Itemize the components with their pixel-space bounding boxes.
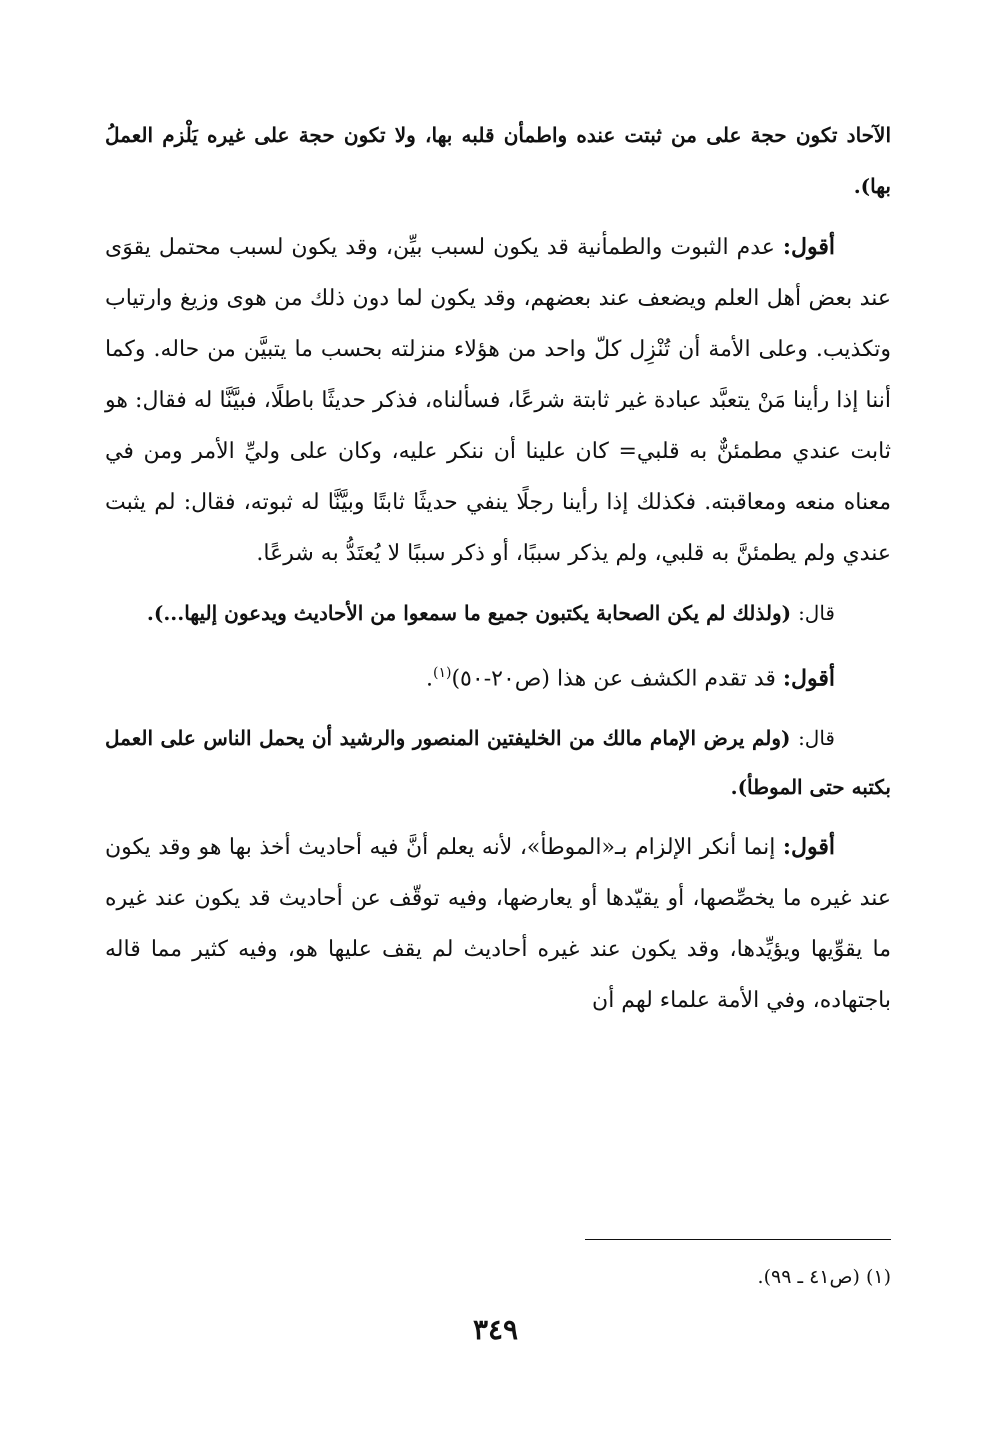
paragraph-text: قد تقدم الكشف عن هذا (ص٢٠-٥٠): [451, 666, 783, 692]
footnote-marker: (١): [865, 1266, 891, 1288]
paragraph-lead: أقول:: [782, 834, 835, 861]
paragraph-text: الآحاد تكون حجة على من ثبتت عنده واطمأن قلبه بها، ولا تكون حجة على غيره يَلْزم العملُ بها).: [105, 123, 891, 198]
paragraph-lead: قال:: [798, 601, 835, 625]
paragraph-lead: أقول:: [782, 665, 835, 692]
paragraph-reply: [105, 822, 891, 1026]
paragraph-lead: أقول:: [782, 234, 835, 260]
main-text: [105, 110, 891, 1036]
footnote-text: (ص٤١ ـ ٩٩).: [757, 1266, 860, 1288]
paragraph-quote: [105, 714, 891, 812]
footnote: [291, 1262, 891, 1292]
paragraph-text: عدم الثبوت والطمأنية قد يكون لسبب بيِّن، وقد يكون لسبب محتمل يقوَى عند بعض أهل العلم ويضعف عند بعضهم، وقد يكون لما دون ذلك من هوى وزيغ وارتياب وتكذيب. وعلى الأمة أن تُنْزِل كلّ واحد من هؤلاء منزلته بحسب ما يتبيَّن من حاله. وكما أننا إذا رأينا مَنْ يتعبَّد عبادة غير ثابتة شرعًا، فسألناه، فذكر حديثًا باطلًا، فبيَّنَّا له فقال: هو ثابت عندي مطمئنٌّ به قلبي= كان علينا أن ننكر عليه، وكان على وليِّ الأمر ومن في معناه منعه ومعاقبته. فكذلك إذا رأينا رجلًا ينفي حديثًا ثابتًا وبيَّنَّا له ثبوته، فقال: لم يثبت عندي ولم يطمئنَّ به قلبي، ولم يذكر سببًا، أو ذكر سببًا لا يُعتَدُّ به شرعًا.: [105, 235, 891, 566]
paragraph-lead: قال:: [798, 726, 835, 751]
paragraph-text: (ولذلك لم يكن الصحابة يكتبون جميع ما سمعوا من الأحاديث ويدعون إليها...).: [146, 601, 799, 625]
paragraph-tail: .: [425, 666, 433, 692]
footnote-divider: [585, 1239, 891, 1240]
paragraph-text: (ولم يرض الإمام مالك من الخليفتين المنصور والرشيد أن يحمل الناس على العمل بكتبه حتى الموطأ).: [105, 726, 891, 800]
footnote-reference: (١): [432, 665, 452, 681]
paragraph-text: إنما أنكر الإلزام بـ«الموطأ»، لأنه يعلم أنَّ فيه أحاديث أخذ بها هو وقد يكون عند غيره ما يخصِّصها، أو يقيّدها أو يعارضها، وفيه توقّف عن أحاديث قد يكون عند غيره ما يقوِّيها ويؤيِّدها، وقد يكون عند غيره أحاديث لم يقف عليها هو، وفيه كثير مما قاله باجتهاده، وفي الأمة علماء لهم أن: [105, 835, 891, 1014]
paragraph-reply: [105, 648, 891, 704]
page-number: ٣٤٩: [472, 1313, 519, 1346]
paragraph-quote: [105, 589, 891, 638]
paragraph-reply: [105, 222, 891, 579]
paragraph-quote-continuation: [105, 110, 891, 212]
